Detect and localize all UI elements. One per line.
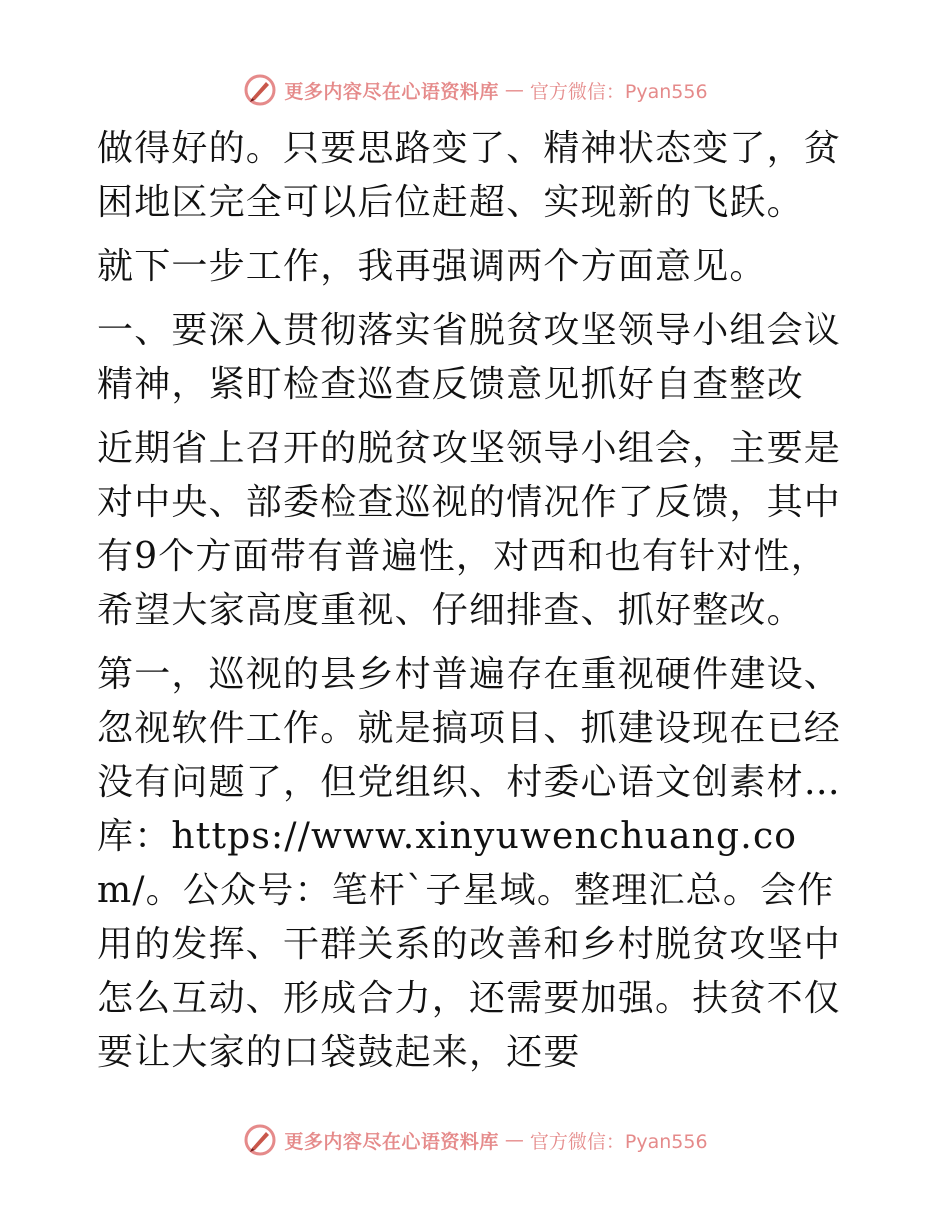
watermark-dash: — bbox=[504, 1129, 524, 1151]
footer-watermark bbox=[0, 1122, 950, 1158]
document-body bbox=[97, 122, 857, 1080]
paragraph-2: 就下一步工作，我再强调两个方面意见。 bbox=[97, 246, 767, 287]
watermark-sub-text: 官方微信：Pyan556 bbox=[529, 1130, 708, 1153]
brush-logo-icon bbox=[242, 1122, 278, 1158]
watermark-main-text: 更多内容尽在心语资料库 bbox=[284, 1130, 499, 1153]
section-heading: 一、要深入贯彻落实省脱贫攻坚领导小组会议精神，紧盯检查巡查反馈意见抓好自查整改 bbox=[97, 310, 842, 405]
watermark-main-text: 更多内容尽在心语资料库 bbox=[284, 80, 499, 103]
paragraph-3: 近期省上召开的脱贫攻坚领导小组会，主要是对中央、部委检查巡视的情况作了反馈，其中有9个方面带有普遍性，对西和也有针对性，希望大家高度重视、仔细排查、抓好整改。 bbox=[97, 428, 842, 631]
watermark-sub-text: 官方微信：Pyan556 bbox=[529, 80, 708, 103]
paragraph-4: 第一，巡视的县乡村普遍存在重视硬件建设、忽视软件工作。就是搞项目、抓建设现在已经没有问题了，但党组织、村委心语文创素材…库：https://www.xinyuwenchuang.com/。公众号：笔杆`子星域。整理汇总。会作用的发挥、干群关系的改善和乡村脱贫攻坚中怎么互动、形成合力，还需要加强。扶贫不仅要让大家的口袋鼓起来，还要 bbox=[97, 654, 842, 1073]
paragraph-1: 做得好的。只要思路变了、精神状态变了，贫困地区完全可以后位赶超、实现新的飞跃。 bbox=[97, 128, 842, 223]
brush-logo-icon bbox=[242, 72, 278, 108]
header-watermark bbox=[0, 72, 950, 108]
watermark-dash: — bbox=[504, 79, 524, 101]
